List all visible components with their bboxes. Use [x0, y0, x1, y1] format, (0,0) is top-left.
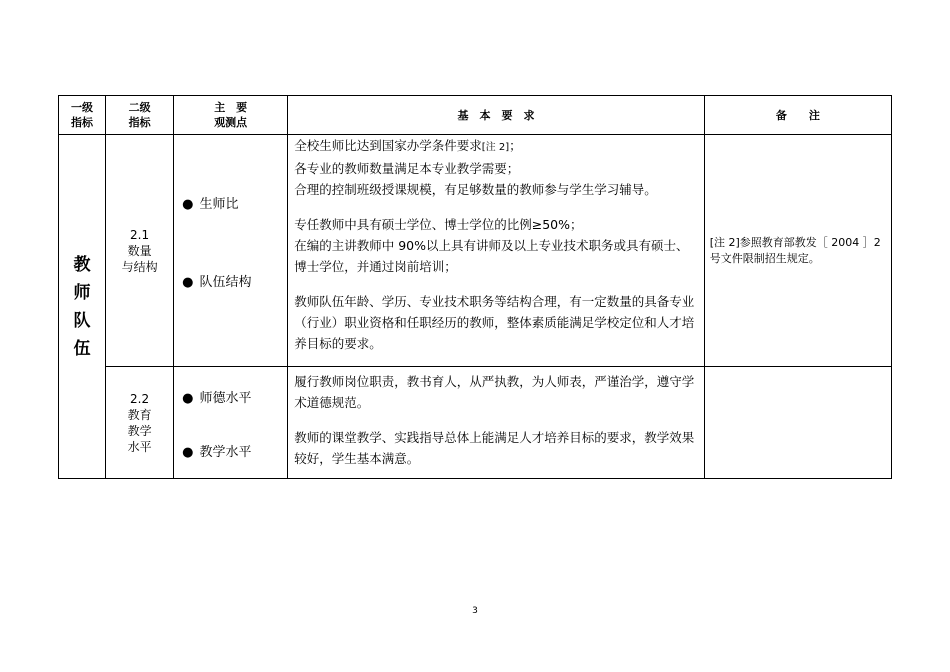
- observation-point: [182, 193, 238, 212]
- observation-point-label: 教学水平: [199, 445, 252, 460]
- section-number: 2.1: [130, 227, 150, 242]
- header-remarks: 备 注: [704, 96, 891, 135]
- section-title-line: 水平: [127, 439, 152, 454]
- header-level2: [106, 96, 174, 135]
- requirement-line: 教师的课堂教学、实践指导总体上能满足人才培养目标的要求，教学效果较好，学生基本满意。: [294, 430, 695, 466]
- bullet-icon: ●: [182, 275, 194, 290]
- bullet-icon: ●: [182, 391, 194, 406]
- observation-point: [182, 271, 251, 290]
- section-title-line: 教育: [127, 407, 152, 422]
- header-level1-line2: 指标: [71, 116, 94, 129]
- level1-indicator: [59, 135, 106, 479]
- header-row: [59, 96, 892, 135]
- header-points-line1: 主 要: [214, 101, 248, 114]
- header-level1: [59, 96, 106, 135]
- section-title-line: 与结构: [121, 259, 158, 274]
- observation-point: [182, 441, 251, 460]
- section-title-line: 教学: [127, 423, 152, 438]
- header-points-line2: 观测点: [214, 116, 248, 129]
- level1-char: 师: [73, 282, 91, 303]
- header-requirements: 基 本 要 求: [288, 96, 704, 135]
- requirement-line: 合理的控制班级授课规模，有足够数量的教师参与学生学习辅导。: [294, 182, 657, 197]
- section-2-2-remark: [704, 367, 891, 479]
- observation-point-label: 师德水平: [199, 391, 252, 406]
- section-2-1-points: [174, 135, 288, 367]
- indicator-table: [58, 95, 892, 479]
- requirement-line: 在编的主讲教师中 90%以上具有讲师及以上专业技术职务或具有硕士、博士学位，并通过岗前培训；: [294, 238, 689, 274]
- section-2-2-title: [106, 367, 174, 479]
- requirement-text: 全校生师比达到国家办学条件要求: [294, 138, 482, 153]
- header-level2-line1: 二级: [128, 101, 151, 114]
- requirement-line: 专任教师中具有硕士学位、博士学位的比例≥50%；: [294, 217, 583, 232]
- section-2-1-remark: [注 2]参照教育部教发［ 2004 ］2 号文件限制招生规定。: [704, 135, 891, 367]
- header-points: [174, 96, 288, 135]
- section-2-1-title: [106, 135, 174, 367]
- requirement-text-end: ；: [509, 138, 522, 153]
- level1-char: 伍: [73, 338, 91, 359]
- section-number: 2.2: [130, 391, 150, 406]
- header-level2-line2: 指标: [128, 116, 151, 129]
- bullet-icon: ●: [182, 445, 194, 460]
- observation-point: [182, 387, 251, 406]
- requirement-line: 教师队伍年龄、学历、专业技术职务等结构合理，有一定数量的具备专业（行业）职业资格和任职经历的教师，整体素质能满足学校定位和人才培养目标的要求。: [294, 294, 695, 351]
- level1-char: 队: [73, 310, 91, 331]
- section-2-2-points: [174, 367, 288, 479]
- section-2-1-requirements: [288, 135, 704, 367]
- section-row-2-1: [59, 135, 892, 367]
- requirement-line: 各专业的教师数量满足本专业教学需要；: [294, 161, 520, 176]
- page-number: 3: [472, 606, 478, 616]
- note-ref: [注 2]: [481, 142, 510, 153]
- header-level1-line1: 一级: [71, 101, 94, 114]
- bullet-icon: ●: [182, 197, 194, 212]
- requirement-line: [294, 135, 697, 158]
- requirement-line: 履行教师岗位职责，教书育人，从严执教，为人师表，严谨治学，遵守学术道德规范。: [294, 374, 695, 410]
- section-title-line: 数量: [127, 243, 152, 258]
- section-2-2-requirements: [288, 367, 704, 479]
- section-row-2-2: [59, 367, 892, 479]
- observation-point-label: 生师比: [199, 197, 239, 212]
- level1-char: 教: [73, 254, 91, 275]
- observation-point-label: 队伍结构: [199, 275, 252, 290]
